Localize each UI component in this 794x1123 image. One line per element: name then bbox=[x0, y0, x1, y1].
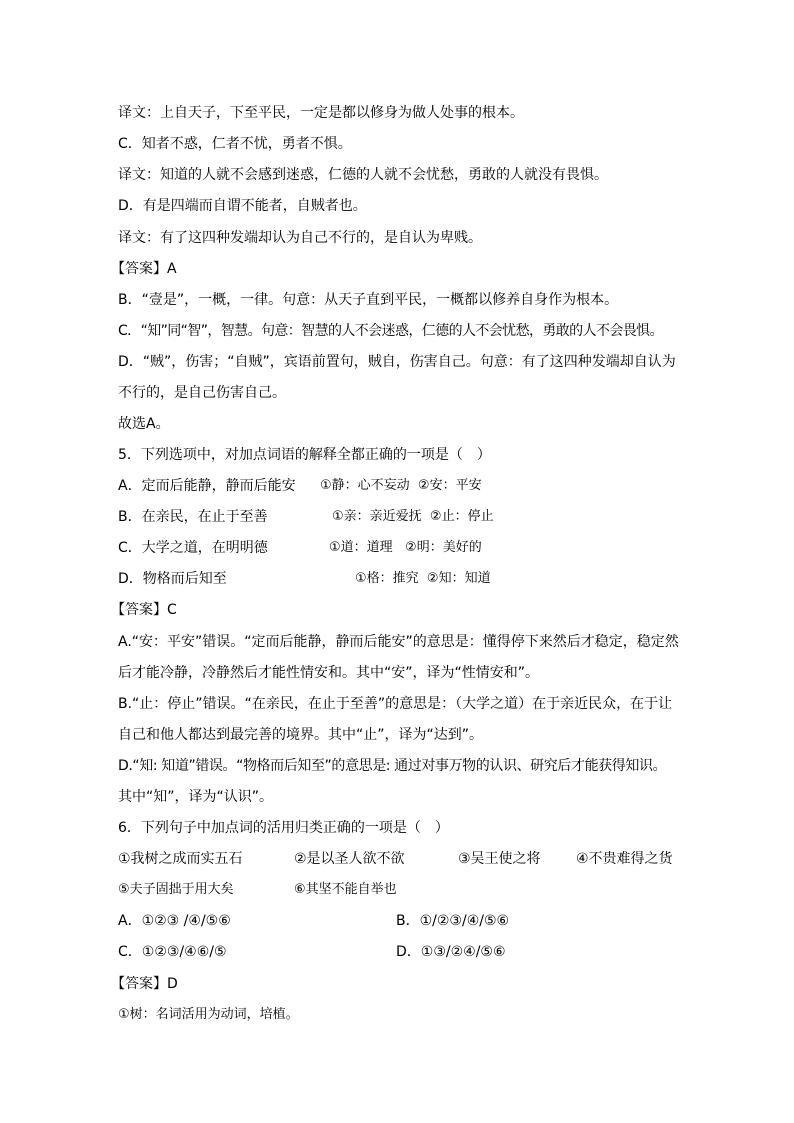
q6-sentence-4: ④不贵难得之货 bbox=[576, 851, 673, 867]
text-line: A.“安：平安”错误。“定而后能静，静而后能安”的意思是：懂得停下来然后才稳定，稳定然 bbox=[118, 634, 679, 650]
q5-option-a-note: ①静：心不妄动 ②安：平安 bbox=[320, 478, 482, 493]
text-line: D．“贼”，伤害；“自贼”，宾语前置句，贼自，伤害自己。句意：有了这四种发端却自认为 bbox=[118, 354, 676, 370]
q6-sentence-6: ⑥其坚不能自举也 bbox=[294, 882, 397, 897]
q5-option-d-note: ①格：推究 ②知：知道 bbox=[355, 571, 491, 586]
text-line: B.“止：停止”错误。“在亲民，在止于至善”的意思是：（大学之道）在于亲近民众，在于让 bbox=[118, 696, 673, 712]
text-line: 译文：上自天子，下至平民，一定是都以修身为做人处事的根本。 bbox=[118, 105, 524, 121]
text-line: C．知者不惑，仁者不忧，勇者不惧。 bbox=[118, 136, 352, 152]
question-6-stem: 6．下列句子中加点词的活用归类正确的一项是（ ） bbox=[118, 820, 449, 836]
answer-label: 【答案】D bbox=[111, 976, 178, 992]
q6-sentence-3: ③吴王使之将 bbox=[458, 851, 541, 867]
q5-option-c-text: C．大学之道，在明明德 bbox=[118, 540, 268, 556]
q6-option-c: C．①②③/④⑥/⑤ bbox=[118, 944, 227, 960]
text-line: 其中“知”，译为“认识”。 bbox=[118, 789, 274, 805]
q5-option-b-text: B．在亲民，在止于至善 bbox=[118, 509, 268, 525]
text-line: 不行的，是自己伤害自己。 bbox=[118, 385, 286, 401]
text-line: 后才能冷静，冷静然后才能性情安和。其中“安”，译为“性情安和”。 bbox=[118, 665, 540, 681]
q5-option-b-note: ①亲：亲近爱抚 ②止：停止 bbox=[332, 509, 494, 524]
q6-option-b: B．①/②③/④/⑤⑥ bbox=[396, 913, 510, 929]
text-line: 故选A。 bbox=[118, 416, 170, 432]
text-line: 自己和他人都达到最完善的境界。其中“止”，译为“达到”。 bbox=[118, 727, 484, 743]
text-line: D．有是四端而自谓不能者，自贼者也。 bbox=[118, 198, 367, 214]
text-line: 译文：有了这四种发端却认为自己不行的，是自认为卑贱。 bbox=[118, 230, 482, 246]
question-5-stem: 5．下列选项中，对加点词语的解释全都正确的一项是（ ） bbox=[118, 447, 491, 463]
q6-sentence-1: ①我树之成而实五石 bbox=[118, 851, 243, 867]
text-line: D.“知: 知道”错误。“物格而后知至”的意思是: 通过对事万物的认识、研究后才能获得知识。 bbox=[118, 758, 667, 774]
text-line: C．“知”同“智”，智慧。句意：智慧的人不会迷惑，仁德的人不会忧愁，勇敢的人不会畏惧。 bbox=[118, 323, 663, 339]
answer-label: 【答案】A bbox=[111, 261, 177, 277]
q5-option-a-text: A．定而后能静，静而后能安 bbox=[118, 478, 296, 494]
q5-option-c-note: ①道：道理 ②明：美好的 bbox=[329, 540, 482, 555]
text-line: ①树：名词活用为动词，培植。 bbox=[118, 1007, 299, 1022]
q6-option-a: A．①②③ /④/⑤⑥ bbox=[118, 913, 231, 929]
q6-sentence-5: ⑤夫子固拙于用大矣 bbox=[118, 882, 234, 897]
answer-label: 【答案】C bbox=[111, 602, 177, 618]
q5-option-d-text: D．物格而后知至 bbox=[118, 571, 227, 587]
text-line: B．“壹是”，一概，一律。句意：从天子直到平民，一概都以修养自身作为根本。 bbox=[118, 292, 619, 308]
q6-option-d: D．①③/②④/⑤⑥ bbox=[396, 944, 506, 960]
q6-sentence-2: ②是以圣人欲不欲 bbox=[294, 851, 405, 867]
text-line: 译文：知道的人就不会感到迷惑，仁德的人就不会忧愁，勇敢的人就没有畏惧。 bbox=[118, 167, 608, 183]
